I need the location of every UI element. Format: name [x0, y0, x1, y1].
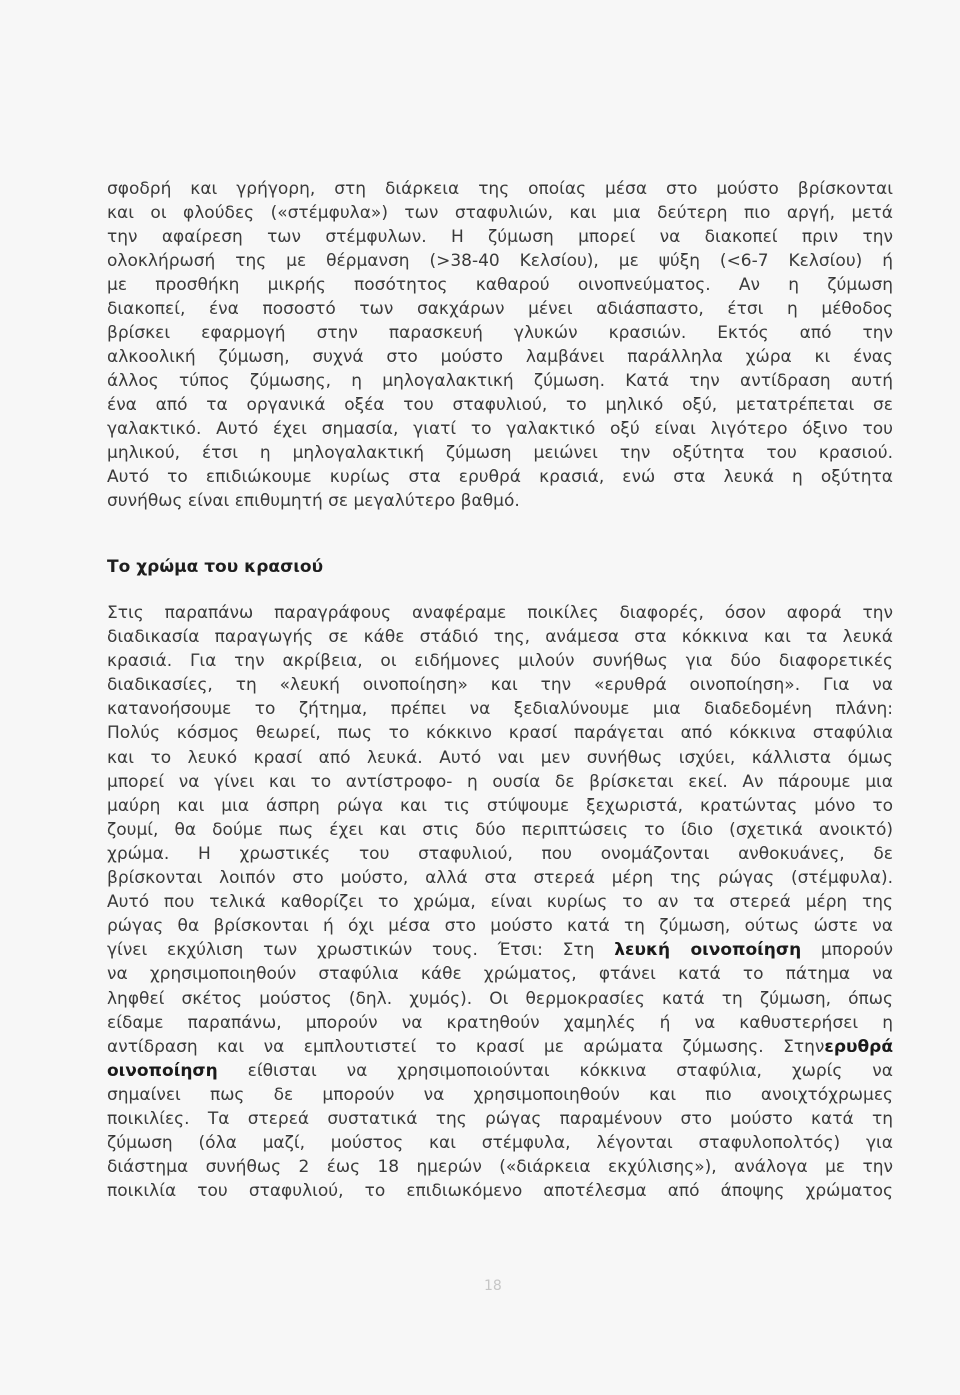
text-line: και οι φλούδες («στέμφυλα») των σταφυλιών, και μια δεύτερη πιο αργή, μετά: [107, 203, 893, 223]
text-line: κρασιά. Για την ακρίβεια, οι ειδήμονες μιλούν συνήθως για δύο διαφορετικές: [107, 651, 893, 672]
text-line: συνήθως είναι επιθυμητή σε μεγαλύτερο βαθμό.: [107, 491, 520, 511]
text-line-with-bold: [107, 1035, 893, 1059]
text-line: διακοπεί, ένα ποσοστό των σακχάρων μένει αδιάσπαστο, έτσι η μέθοδος: [107, 299, 893, 319]
bold-term-red: ερυθρά: [824, 1036, 893, 1057]
text-line: άλλος τύπος ζύμωσης, η μηλογαλακτική ζύμωση. Κατά την αντίδραση αυτή: [107, 371, 893, 391]
text-line: ένα από τα οργανικά οξέα του σταφυλιού, το μηλικό οξύ, μετατρέπεται σε: [107, 395, 893, 415]
text-line: Πολύς κόσμος θεωρεί, πως το κόκκινο κρασί παράγεται από κόκκινα σταφύλια: [107, 723, 893, 744]
text-line: ζουμί, θα δούμε πως έχει και στις δύο περιπτώσεις το ίδιο (σχετικά ανοικτό): [107, 819, 893, 840]
text-line-with-bold: [107, 1059, 893, 1083]
text-line: ποικιλία του σταφυλιού, το επιδιωκόμενο αποτέλεσμα από άποψης χρώματος: [107, 1181, 893, 1202]
text-line: να χρησιμοποιηθούν σταφύλια κάθε χρώματος, φτάνει κατά το πάτημα να: [107, 964, 893, 985]
text-line: Αυτό το επιδιώκουμε κυρίως στα ερυθρά κρασιά, ενώ στα λευκά η οξύτητα: [107, 467, 893, 487]
text-line: ποικιλίες. Τα στερεά συστατικά της ρώγας παραμένουν στο μούστο κατά τη: [107, 1108, 893, 1129]
text-line: διαδικασία παραγωγής σε κάθε στάδιό της, ανάμεσα στα κόκκινα και τα λευκά: [107, 627, 893, 648]
text-line: κατανοήσουμε το ζήτημα, πρέπει να ξεδιαλύνουμε μια διαδεδομένη πλάνη:: [107, 699, 893, 720]
section-heading: Το χρώμα του κρασιού: [107, 557, 324, 577]
text-line: αλκοολική ζύμωση, συχνά στο μούστο λαμβάνει παράλληλα χώρα κι ένας: [107, 347, 893, 367]
text-line: μηλικού, έτσι η μηλογαλακτική ζύμωση μειώνει την οξύτητα του κρασιού.: [107, 443, 893, 463]
text-run: είθισται να χρησιμοποιούνται κόκκινα σταφύλια, χωρίς να: [217, 1060, 893, 1081]
text-line: διάστημα συνήθως 2 έως 18 ημερών («διάρκεια εκχύλισης»), ανάλογα με την: [107, 1157, 893, 1178]
text-line: χρώμα. Η χρωστικές του σταφυλιού, που ονομάζονται ανθοκυάνες, δε: [107, 843, 893, 864]
text-line: είδαμε παραπάνω, μπορούν να κρατηθούν χαμηλές ή να καθυστερήσει η: [107, 1012, 893, 1033]
text-line: την αφαίρεση των στέμφυλων. Η ζύμωση μπορεί να διακοπεί πριν την: [107, 227, 893, 247]
bold-term-vinification: οινοποίηση: [107, 1060, 218, 1081]
text-run: γίνει εκχύλιση των χρωστικών τους. Έτσι: Στη: [107, 940, 615, 961]
text-run: αντίδραση και να εμπλουτιστεί το κρασί με αρώματα ζύμωσης. Στην: [107, 1036, 825, 1057]
text-line: ζύμωση (όλα μαζί, μούστος και στέμφυλα, λέγονται σταφυλοπολτός) για: [107, 1133, 893, 1154]
text-line: με προσθήκη μικρής ποσότητος καθαρού οινοπνεύματος. Αν η ζύμωση: [107, 275, 893, 295]
bold-term-white-vinification: λευκή οινοποίηση: [614, 940, 802, 961]
text-line: Αυτό που τελικά καθορίζει το χρώμα, είναι κυρίως το αν τα στερεά μέρη της: [107, 892, 893, 913]
text-line: σφοδρή και γρήγορη, στη διάρκεια της οποίας μέσα στο μούστο βρίσκονται: [107, 179, 893, 199]
text-line: Στις παραπάνω παραγράφους αναφέραμε ποικίλες διαφορές, όσον αφορά την: [107, 603, 893, 623]
text-line: βρίσκονται λοιπόν στο μούστο, αλλά στα στερεά μέρη της ρώγας (στέμφυλα).: [107, 868, 893, 889]
text-line: διαδικασίες, τη «λευκή οινοποίηση» και την «ερυθρά οινοποίηση». Για να: [107, 675, 893, 696]
text-line: σημαίνει πως δε μπορούν να χρησιμοποιηθούν και πιο ανοιχτόχρωμες: [107, 1084, 893, 1105]
text-line: μαύρη και μια άσπρη ρώγα και τις στύψουμε ξεχωριστά, κρατώντας μόνο το: [107, 795, 893, 816]
paragraph-wine-color: [107, 601, 893, 1203]
paragraph-fermentation: [107, 177, 893, 513]
text-line: ρώγας θα βρίσκονται ή όχι μέσα στο μούστο κατά τη ζύμωση, ούτως ώστε να: [107, 916, 893, 937]
text-line: ολοκλήρωσή της με θέρμανση (>38-40 Κελσίου), με ψύξη (<6-7 Κελσίου) ή: [107, 251, 893, 271]
text-line: ληφθεί σκέτος μούστος (δηλ. χυμός). Οι θερμοκρασίες κατά τη ζύμωση, όπως: [107, 988, 893, 1009]
text-line: μπορεί να γίνει και το αντίστροφο- η ουσία δε βρίσκεται εκεί. Αν πάρουμε μια: [107, 771, 893, 792]
text-line: βρίσκει εφαρμογή στην παρασκευή γλυκών κρασιών. Εκτός από την: [107, 323, 893, 343]
text-line: γαλακτικό. Αυτό έχει σημασία, γιατί το γαλακτικό οξύ είναι λιγότερο όξινο του: [107, 419, 893, 439]
page-number: 18: [484, 1278, 502, 1294]
text-run: μπορούν: [801, 940, 893, 961]
text-line: και το λευκό κρασί από λευκά. Αυτό ναι μεν συνήθως ισχύει, κάλλιστα όμως: [107, 747, 893, 768]
text-line-with-bold: [107, 938, 893, 962]
